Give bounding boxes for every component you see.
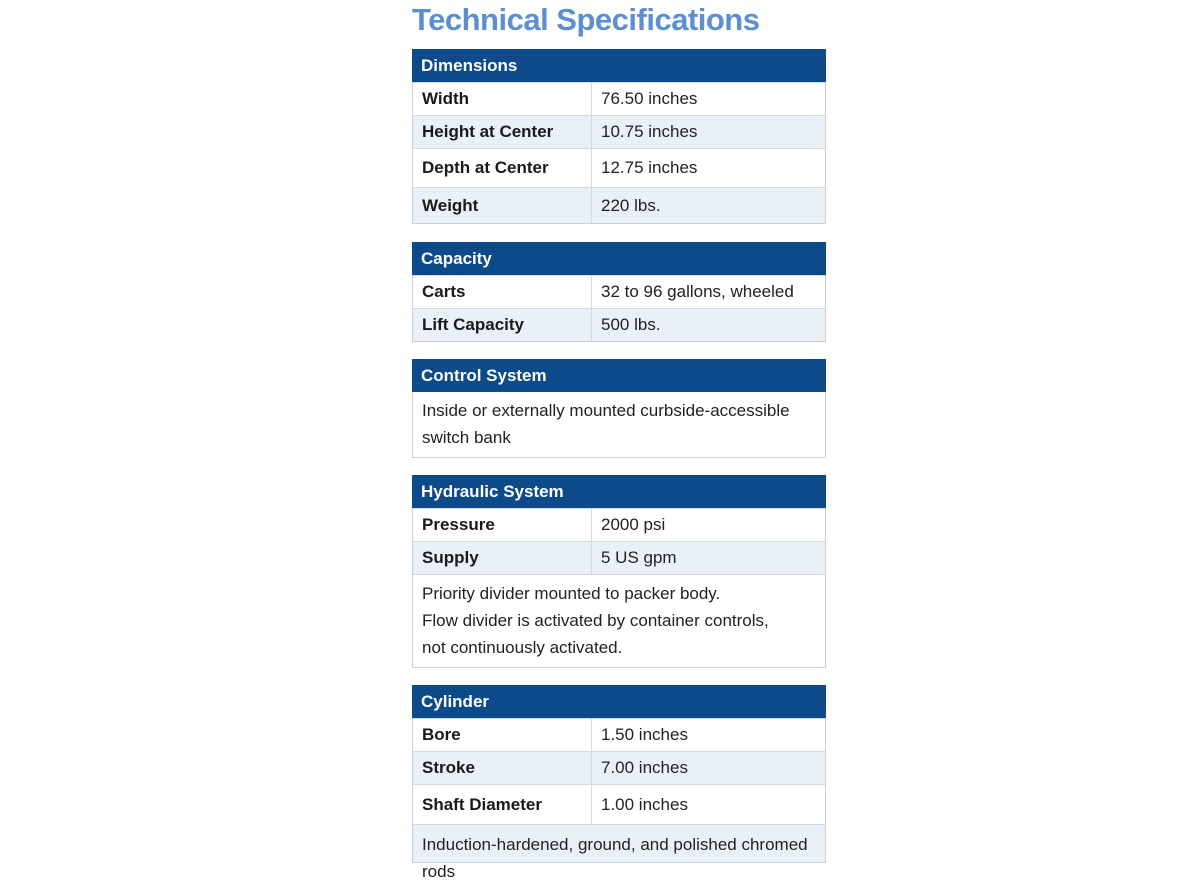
spec-sheet xyxy=(412,0,826,881)
row-label: Carts xyxy=(413,276,592,308)
row-label: Pressure xyxy=(413,509,592,541)
hydraulic-note xyxy=(413,574,825,667)
row-label: Stroke xyxy=(413,752,592,784)
row-label: Width xyxy=(413,83,592,115)
note-line: Induction-hardened, ground, and polished chromed rods xyxy=(422,835,808,881)
table-row xyxy=(413,718,825,751)
row-value: 2000 psi xyxy=(601,515,666,534)
row-label: Height at Center xyxy=(413,116,592,148)
table-row xyxy=(413,751,825,784)
table-row xyxy=(413,115,825,148)
control-note xyxy=(413,392,825,457)
table-row xyxy=(413,82,825,115)
note-line: Flow divider is activated by container controls, xyxy=(422,611,769,630)
row-value: 500 lbs. xyxy=(601,315,661,334)
row-label: Depth at Center xyxy=(413,149,592,187)
note-line: Priority divider mounted to packer body. xyxy=(422,584,721,603)
dimensions-section xyxy=(412,49,826,224)
page-title: Technical Specifications xyxy=(412,2,760,37)
row-value: 32 to 96 gallons, wheeled xyxy=(601,282,794,301)
table-row xyxy=(413,308,825,341)
row-value: 5 US gpm xyxy=(601,548,677,567)
row-value: 76.50 inches xyxy=(601,89,698,108)
capacity-section xyxy=(412,242,826,342)
cylinder-note xyxy=(413,824,825,881)
row-value: 7.00 inches xyxy=(601,758,688,777)
control-header: Control System xyxy=(412,359,826,392)
row-label: Weight xyxy=(413,188,592,223)
row-label: Shaft Diameter xyxy=(413,785,592,824)
note-line: Inside or externally mounted curbside-accessible xyxy=(422,401,790,420)
row-value: 1.50 inches xyxy=(601,725,688,744)
cylinder-section xyxy=(412,685,826,881)
row-value: 10.75 inches xyxy=(601,122,698,141)
table-row xyxy=(413,148,825,187)
note-line: not continuously activated. xyxy=(422,638,623,657)
row-label: Lift Capacity xyxy=(413,309,592,341)
table-row xyxy=(413,541,825,574)
hydraulic-section xyxy=(412,475,826,668)
cylinder-header: Cylinder xyxy=(412,685,826,718)
control-section xyxy=(412,359,826,458)
capacity-header: Capacity xyxy=(412,242,826,275)
table-row xyxy=(413,275,825,308)
row-label: Bore xyxy=(413,719,592,751)
table-row xyxy=(413,784,825,824)
dimensions-header: Dimensions xyxy=(412,49,826,82)
row-value: 1.00 inches xyxy=(601,794,688,814)
table-row xyxy=(413,187,825,223)
row-value: 12.75 inches xyxy=(601,158,698,177)
hydraulic-header: Hydraulic System xyxy=(412,475,826,508)
table-row xyxy=(413,508,825,541)
row-value: 220 lbs. xyxy=(601,195,661,215)
row-label: Supply xyxy=(413,542,592,574)
note-line: switch bank xyxy=(422,428,511,447)
